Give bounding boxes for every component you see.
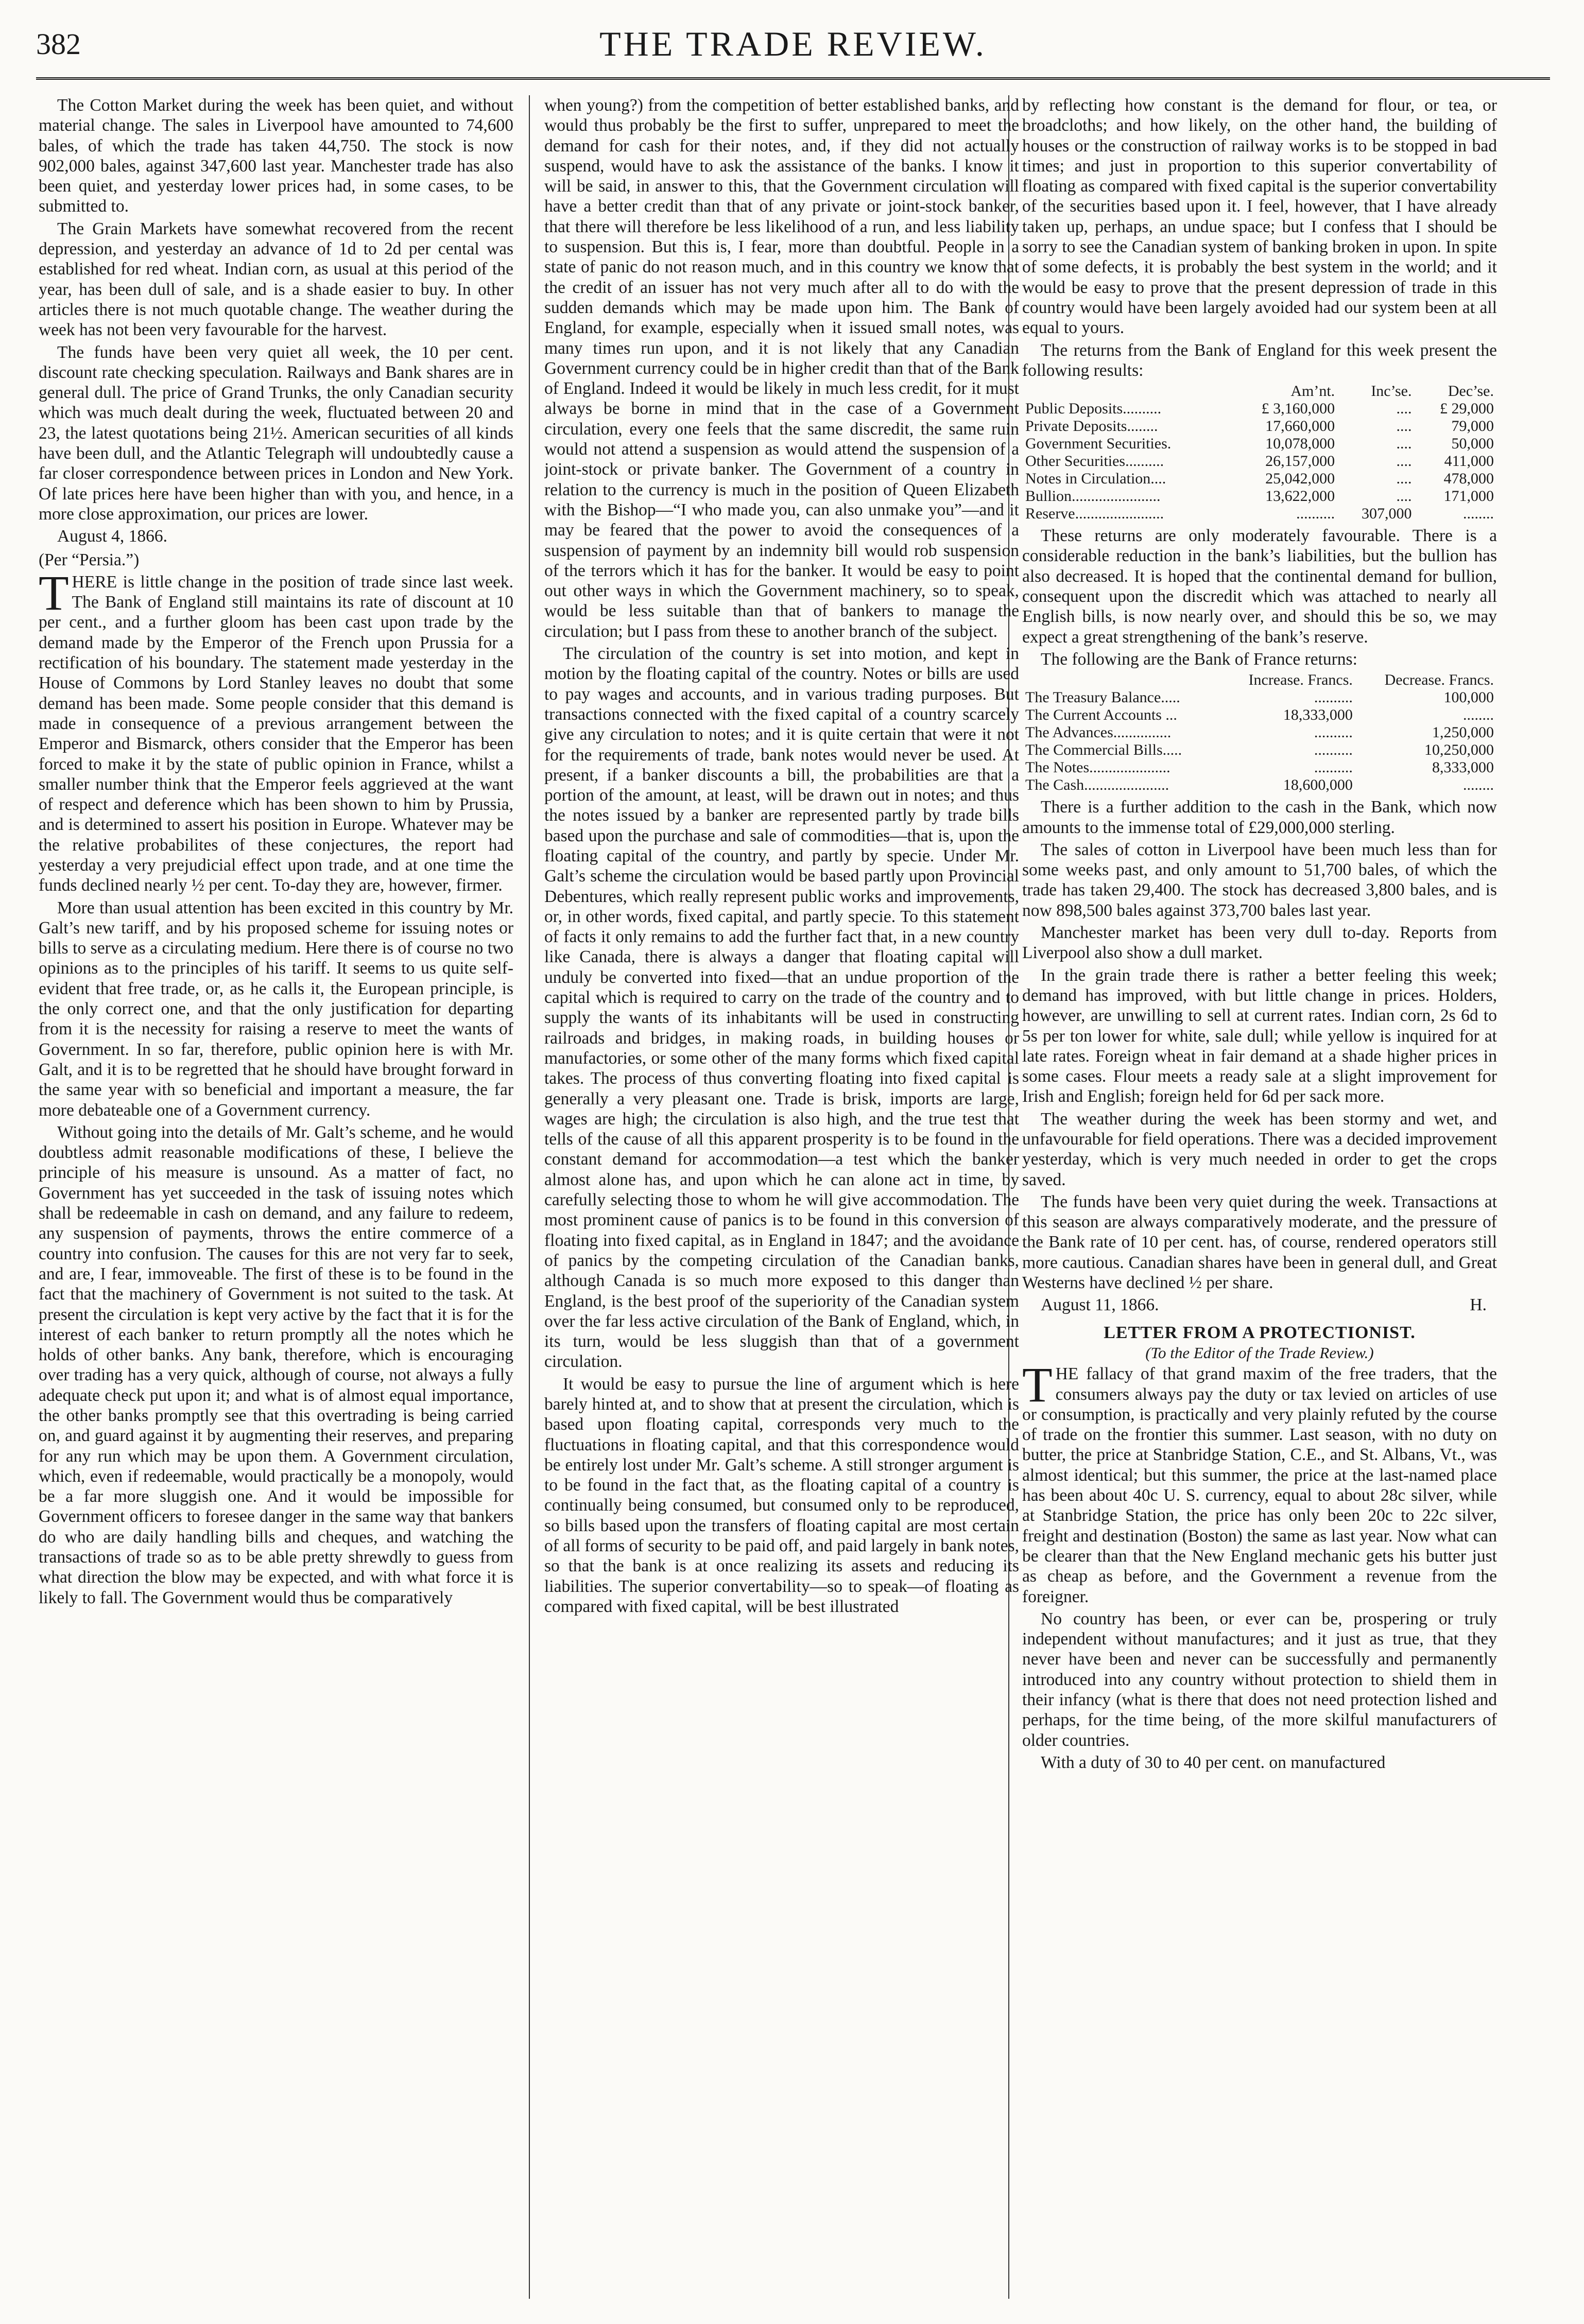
paragraph: The returns from the Bank of England for this week present the following results: xyxy=(1022,340,1497,380)
paragraph: The funds have been very quiet during the week. Transactions at this season are always comparatively moderate, and the pressure of the Bank rate of 10 per cent. has, of course, rendered operators still more cautious. Canadian shares have been in general dull, and Great Westerns have declined ½ per share. xyxy=(1022,1192,1497,1293)
paragraph xyxy=(39,565,513,896)
bank-of-england-returns-table xyxy=(1022,383,1497,523)
paragraph xyxy=(1022,1357,1497,1607)
table-cell: Public Deposits.......... xyxy=(1025,400,1162,418)
table-cell: 100,000 xyxy=(1443,689,1494,706)
table-header-cell xyxy=(1022,671,1221,689)
table-cell: The Current Accounts ... xyxy=(1025,706,1177,724)
table-cell: 50,000 xyxy=(1451,435,1494,453)
paragraph: The Grain Markets have somewhat recovered from the recent depression, and yesterday an advance of 1d to 2d per cental was established for red wheat. Indian corn, as usual at this period of the year, has been dull of sale, and is a shade easier to buy. In other articles there is not much quotable change. The weather during the week has not been very favourable for the harvest. xyxy=(39,219,513,340)
drop-cap: T xyxy=(1022,1357,1053,1413)
signature: H. xyxy=(1470,1295,1487,1315)
table-cell: 10,250,000 xyxy=(1424,741,1494,759)
table-cell: .... xyxy=(1396,470,1412,488)
table-row xyxy=(1022,505,1497,523)
table-header-cell xyxy=(1022,383,1230,400)
table-row xyxy=(1022,776,1497,794)
table-cell: 18,333,000 xyxy=(1283,706,1353,724)
table-cell: ........ xyxy=(1463,706,1494,724)
masthead-title: THE TRADE REVIEW. xyxy=(599,24,987,63)
table-row xyxy=(1022,400,1497,418)
paragraph-text: HE fallacy of that grand maxim of the free traders, that the consumers always pay the duty or tax levied on articles of use or consumption, is practically and very plainly refuted by the course of trade on the frontier this summer. Last season, with no duty on butter, the price at Stanbridge Station, C.E., and St. Albans, Vt., was almost identical; but this summer, the price at the last-named place has been about 40c U. S. currency, equal to about 28c silver, while at Stanbridge Station, the price has only been 20c to 22c silver, freight and destination (Boston) the same as last year. Now what can be clearer than that the New England mechanic gets his butter just as cheap as before, and the Government a revenue from the foreigner. xyxy=(1022,1364,1497,1606)
table-cell: £ 29,000 xyxy=(1440,400,1494,418)
table-cell: Bullion....................... xyxy=(1025,488,1161,505)
table-cell: 307,000 xyxy=(1361,505,1412,523)
paragraph: In the grain trade there is rather a better feeling this week; demand has improved, with but little change in prices. Holders, however, are unwilling to sell at current rates. Indian corn, 2s 6d to 5s per ton lower for white, sale dull; while yellow is inquired for at late rates. Foreign wheat in fair demand at a shade higher prices in some cases. Flour meets a ready sale at a slight improvement for Irish and English; foreign held for 6d per sack more. xyxy=(1022,965,1497,1106)
paragraph: It would be easy to pursue the line of argument which is here barely hinted at, and to show that at present the circulation, which is based upon floating capital, corresponds very much to the fluctuations in floating capital, and that this correspondence would be entirely lost under Mr. Galt’s scheme. A still stronger argument is to be found in the fact that, as the floating capital of a country is continually being consumed, but consumed only to be reproduced, so bills based upon the transfers of floating capital are most certain of all forms of security to be paid off, and paid largely in bank notes, so that the bank is at once realizing its assets and reducing its liabilities. The superior convertability—so to speak—of floating as compared with fixed capital, will be best illustrated xyxy=(544,1374,1019,1616)
table-cell: 25,042,000 xyxy=(1265,470,1335,488)
paragraph: No country has been, or ever can be, prospering or truly independent without manufactures; and it just as true, that they never have been and never can be successfully and permanently introduced into any country without protection to shield them in their infancy (what is there that does not need protection lished and perhaps, for the time being, of the more skilful manufacturers of older countries. xyxy=(1022,1609,1497,1750)
paragraph: More than usual attention has been excited in this country by Mr. Galt’s new tariff, and by his proposed scheme for issuing notes or bills to serve as a circulating medium. Here there is of course no two opinions as to the principles of his tariff. It seems to us quite self-evident that free trade, or, as he calls it, the European principle, is the only correct one, and that the only justification for departing from it is the necessity for raising a reserve to meet the wants of Government. In so far, therefore, public opinion here is with Mr. Galt, and it is to be regretted that he should have brought forward in the same year with so beneficial and important a measure, the far more debateable one of a Government currency. xyxy=(39,898,513,1120)
table-cell: 13,622,000 xyxy=(1265,488,1335,505)
table-cell: 18,600,000 xyxy=(1283,776,1353,794)
column-2 xyxy=(544,95,1019,2312)
paragraph: Without going into the details of Mr. Galt’s scheme, and he would doubtless admit reasonable modifications of these, I believe the principle of his measure is unsound. As a matter of fact, no Government has yet succeeded in the task of issuing notes which shall be redeemable in cash on demand, and any failure to redeem, any suspension of payments, throws the entire commerce of a country into confusion. The causes for this are not very far to seek, and are, I fear, immoveable. The first of these is to be found in the fact that the machinery of Government is not suited to the task. At present the circulation is kept very active by the fact that it is for the interest of each banker to return promptly all the notes which he holds of other banks. Any bank, therefore, which is encouraging over trading has a very quick, although of course, not always a fully adequate check put upon it; and what is of almost equal importance, the other banks promptly see that this overtrading is being carried on, and guard against it by augmenting their reserves, and preparing for any run which may be upon them. A Government circulation, which, even if redeemable, would practically be a monopoly, would be a far more sluggish one. And it would be impossible for Government officers to foresee danger in the same way that bankers do who are daily handling bills and cheques, and watching the transactions of trade so as to be able pretty shrewdly to guess from what direction the blow may be expected, and with what force it is likely to fall. The Government would thus be comparatively xyxy=(39,1122,513,1607)
dateline: August 4, 1866. xyxy=(57,527,168,546)
drop-cap: T xyxy=(39,565,69,620)
table-row xyxy=(1022,689,1497,706)
letter-title: LETTER FROM A PROTECTIONIST. xyxy=(1104,1323,1416,1342)
bank-of-france-returns-table xyxy=(1022,671,1497,794)
table-cell: Government Securities. xyxy=(1025,435,1172,453)
column-divider xyxy=(529,95,530,2299)
table-cell: 79,000 xyxy=(1451,418,1494,435)
table-row xyxy=(1022,759,1497,776)
table-cell: 10,078,000 xyxy=(1265,435,1335,453)
table-cell: Notes in Circulation.... xyxy=(1025,470,1166,488)
table-cell: .... xyxy=(1396,488,1412,505)
table-cell: .......... xyxy=(1296,505,1335,523)
table-cell: .... xyxy=(1396,400,1412,418)
table-row xyxy=(1022,488,1497,505)
table-cell: .... xyxy=(1396,453,1412,470)
paragraph: These returns are only moderately favourable. There is a considerable reduction in the bank’s liabilities, but the bullion has also decreased. It is hoped that the continental demand for bullion, consequent upon the discredit which was attached to nearly all English bills, is now nearly over, and should this be so, we may expect a great strengthening of the bank’s reserve. xyxy=(1022,526,1497,647)
table-cell: 171,000 xyxy=(1443,488,1494,505)
table-cell: 8,333,000 xyxy=(1432,759,1494,776)
table-row xyxy=(1022,418,1497,435)
table-cell: 1,250,000 xyxy=(1432,724,1494,741)
table-cell: The Notes..................... xyxy=(1025,759,1170,776)
table-cell: 478,000 xyxy=(1443,470,1494,488)
table-header-cell: Dec’se. xyxy=(1448,383,1494,400)
table-cell: .... xyxy=(1396,435,1412,453)
dateline: August 11, 1866. xyxy=(1041,1295,1159,1315)
page-number: 382 xyxy=(36,27,81,61)
paragraph: The Cotton Market during the week has been quiet, and without material change. The sales in Liverpool have amounted to 74,600 bales, of which the trade has taken 44,750. The stock is now 902,000 bales, against 347,600 last year. Manchester trade has also been quiet, and yesterday lower prices had, in some cases, to be submitted to. xyxy=(39,96,513,216)
table-cell: Reserve....................... xyxy=(1025,505,1164,523)
table-cell: .......... xyxy=(1314,741,1353,759)
page-header xyxy=(36,20,1550,71)
table-header-cell: Decrease. Francs. xyxy=(1384,671,1494,689)
dispatch-line: (Per “Persia.”) xyxy=(39,550,140,569)
table-header-row xyxy=(1022,671,1497,689)
table-cell: The Commercial Bills..... xyxy=(1025,741,1182,759)
table-cell: 17,660,000 xyxy=(1265,418,1335,435)
table-cell: .......... xyxy=(1314,724,1353,741)
table-row xyxy=(1022,453,1497,470)
letter-subtitle: (To the Editor of the Trade Review.) xyxy=(1145,1343,1374,1362)
table-header-cell: Increase. Francs. xyxy=(1248,671,1353,689)
dateline-signature xyxy=(1022,1295,1497,1315)
table-header-row xyxy=(1022,383,1497,400)
table-cell: The Cash...................... xyxy=(1025,776,1169,794)
paragraph: There is a further addition to the cash in the Bank, which now amounts to the immense total of £29,000,000 sterling. xyxy=(1022,797,1497,837)
column-1 xyxy=(39,95,513,2312)
table-cell: The Advances............... xyxy=(1025,724,1172,741)
table-cell: ........ xyxy=(1463,505,1494,523)
table-cell: Private Deposits........ xyxy=(1025,418,1158,435)
table-row xyxy=(1022,470,1497,488)
paragraph: The circulation of the country is set into motion, and kept in motion by the floating capital of the country. Notes or bills are used to pay wages and accounts, and in various trading purposes. But transactions connected with the fixed capital of a country scarcely give any circulation to notes; and it is quite certain that were it not for the requirements of trade, bank notes would never be used. At present, if a banker discounts a bill, the probabilities are that a portion of the amount, at least, will be drawn out in notes; and thus the notes issued by a banker are represented partly by trade bills based upon the purchase and sale of commodities—that is, upon the floating capital of the country, and partly by specie. Under Mr. Galt’s scheme the circulation would be based partly upon Provincial Debentures, which really represent public works and improvements, or, in other words, fixed capital, and partly specie. To this statement of facts it only remains to add the further fact that, in a new country like Canada, there is always a danger that floating capital will unduly be converted into fixed—that an undue proportion of the capital which is required to carry on the trade of the country and to supply the wants of its inhabitants will be used in constructing railroads and bridges, in making roads, in building houses or manufactories, or some other of the many forms which fixed capital takes. The process of thus converting floating into fixed capital is generally a very pleasant one. Trade is brisk, imports are large, wages are high; the circulation is also high, and the true test that tells of the cause of all this apparent prosperity is to be found in the constant demand for accommodation—a test which the banker almost alone has, and upon which he can alone act in time, by carefully selecting those to whom he will give accommodation. The most prominent cause of panics is to be found in this conversion of floating into fixed capital, as in England in 1847; and the avoidance of panics by the competing circulation of the Canadian banks, although Canada is so much more exposed to this danger than England, is the best proof of the superiority of the Canadian system over the far less active circulation of the Bank of England, which, in its turn, would be less sluggish than that of a government circulation. xyxy=(544,644,1019,1372)
paragraph: by reflecting how constant is the demand for flour, or tea, or broadcloths; and how likely, on the other hand, the building of houses or the construction of railway works is to be stopped in bad times; and just in proportion to this superior convertability of floating as compared with fixed capital is the superior convertability of the securities based upon it. I feel, however, that I have already taken up, perhaps, an undue space; but I confess that I should be sorry to see the Canadian system of banking broken in upon. In spite of some defects, it is probably the best system in the world; and it would be easy to prove that the present depression of trade in this country would have been largely avoided had our system been at all equal to yours. xyxy=(1022,96,1497,338)
paragraph: The sales of cotton in Liverpool have been much less than for some weeks past, and only amount to 51,700 bales, of which the trade has taken 29,400. The stock has decreased 3,800 bales, and is now 898,500 bales against 373,700 bales last year. xyxy=(1022,840,1497,920)
paragraph: Manchester market has been very dull to-day. Reports from Liverpool also show a dull market. xyxy=(1022,923,1497,963)
table-cell: .......... xyxy=(1314,759,1353,776)
table-cell: .......... xyxy=(1314,689,1353,706)
table-row xyxy=(1022,435,1497,453)
table-cell: Other Securities.......... xyxy=(1025,453,1164,470)
paragraph-text: HERE is little change in the position of trade since last week. The Bank of England still maintains its rate of discount at 10 per cent., and a further gloom has been cast upon trade by the demand made by the Emperor of the French upon Prussia for a rectification of his boundary. The statement made yesterday in the House of Commons by Lord Stanley leaves no doubt that some demand has been made. Some people consider that this demand is made in consequence of a previous arrangement between the Emperor and Bismarck, others consider that the Emperor has been forced to make it by the state of public opinion in France, whilst a smaller number think that the Emperor feels aggrieved at the want of respect and deference which has been shown to him by Prussia, and is determined to assert his position in Europe. Whatever may be the relative probabilites of these conjectures, the report had yesterday a very prejudicial effect upon trade, and at one time the funds declined nearly ½ per cent. To-day they are, however, firmer. xyxy=(39,572,513,895)
table-cell: 411,000 xyxy=(1444,453,1494,470)
paragraph: when young?) from the competition of better established banks, and would thus probably be the first to suffer, unprepared to meet the demand for cash for their notes, and, if they did not actually suspend, would have to ask the assistance of the banks. I know it will be said, in answer to this, that the Government circulation will have a better credit than that of any private or joint-stock banker, that there will therefore be less likelihood of a run, and less liability to suspension. But this is, I fear, more than doubtful. People in a state of panic do not reason much, and in this country we know that the credit of an issuer has not very much after all to do with the sudden demands which may be made upon him. The Bank of England, for example, especially when it issued small notes, was many times run upon, and it is not likely that any Canadian Government currency could be in higher credit than that of the Bank of England. Indeed it would be likely in much less credit, for it must always be borne in mind that in the case of a Government circulation, every one feels that the same discredit, the same ruin would not attend a suspension as would attend the suspension of a joint-stock or private banker. The Government of a country in relation to the currency is much in the position of Queen Elizabeth with the Bishop—“I who made you, can also unmake you”—and it may be feared that the power to avoid the consequences of a suspension of payment by an indemnity bill would rob suspension of the terrors which it has for the banker. It would be easy to point out other ways in which the Government machinery, so to speak, would be less suitable than that of bankers to manage the circulation; but I pass from these to another branch of the subject. xyxy=(544,96,1019,641)
table-row xyxy=(1022,724,1497,741)
column-3 xyxy=(1022,95,1497,2312)
table-header-cell: Inc’se. xyxy=(1371,383,1412,400)
table-cell: £ 3,160,000 xyxy=(1261,400,1335,418)
header-rule xyxy=(36,77,1550,80)
table-cell: 26,157,000 xyxy=(1265,453,1335,470)
paragraph: The funds have been very quiet all week, the 10 per cent. discount rate checking speculation. Railways and Bank shares are in general dull. The price of Grand Trunks, the only Canadian security which was much dealt during the week, fluctuated between 20 and 23, the latest quotations being 21½. American securities of all kinds have been dull, and the Atlantic Telegraph will undoubtedly cause a far closer correspondence between prices in London and New York. Of late prices here have been higher than with you, and hence, in a more close approximation, our prices are lower. xyxy=(39,342,513,524)
paragraph: The weather during the week has been stormy and wet, and unfavourable for field operations. There was a decided improvement yesterday, which is very much needed in order to get the crops saved. xyxy=(1022,1109,1497,1189)
paragraph: The following are the Bank of France returns: xyxy=(1041,649,1357,669)
table-cell: The Treasury Balance..... xyxy=(1025,689,1180,706)
table-cell: .... xyxy=(1396,418,1412,435)
table-row xyxy=(1022,706,1497,724)
paragraph: With a duty of 30 to 40 per cent. on manufactured xyxy=(1041,1753,1386,1772)
table-header-cell: Am’nt. xyxy=(1290,383,1335,400)
table-cell: ........ xyxy=(1463,776,1494,794)
table-row xyxy=(1022,741,1497,759)
